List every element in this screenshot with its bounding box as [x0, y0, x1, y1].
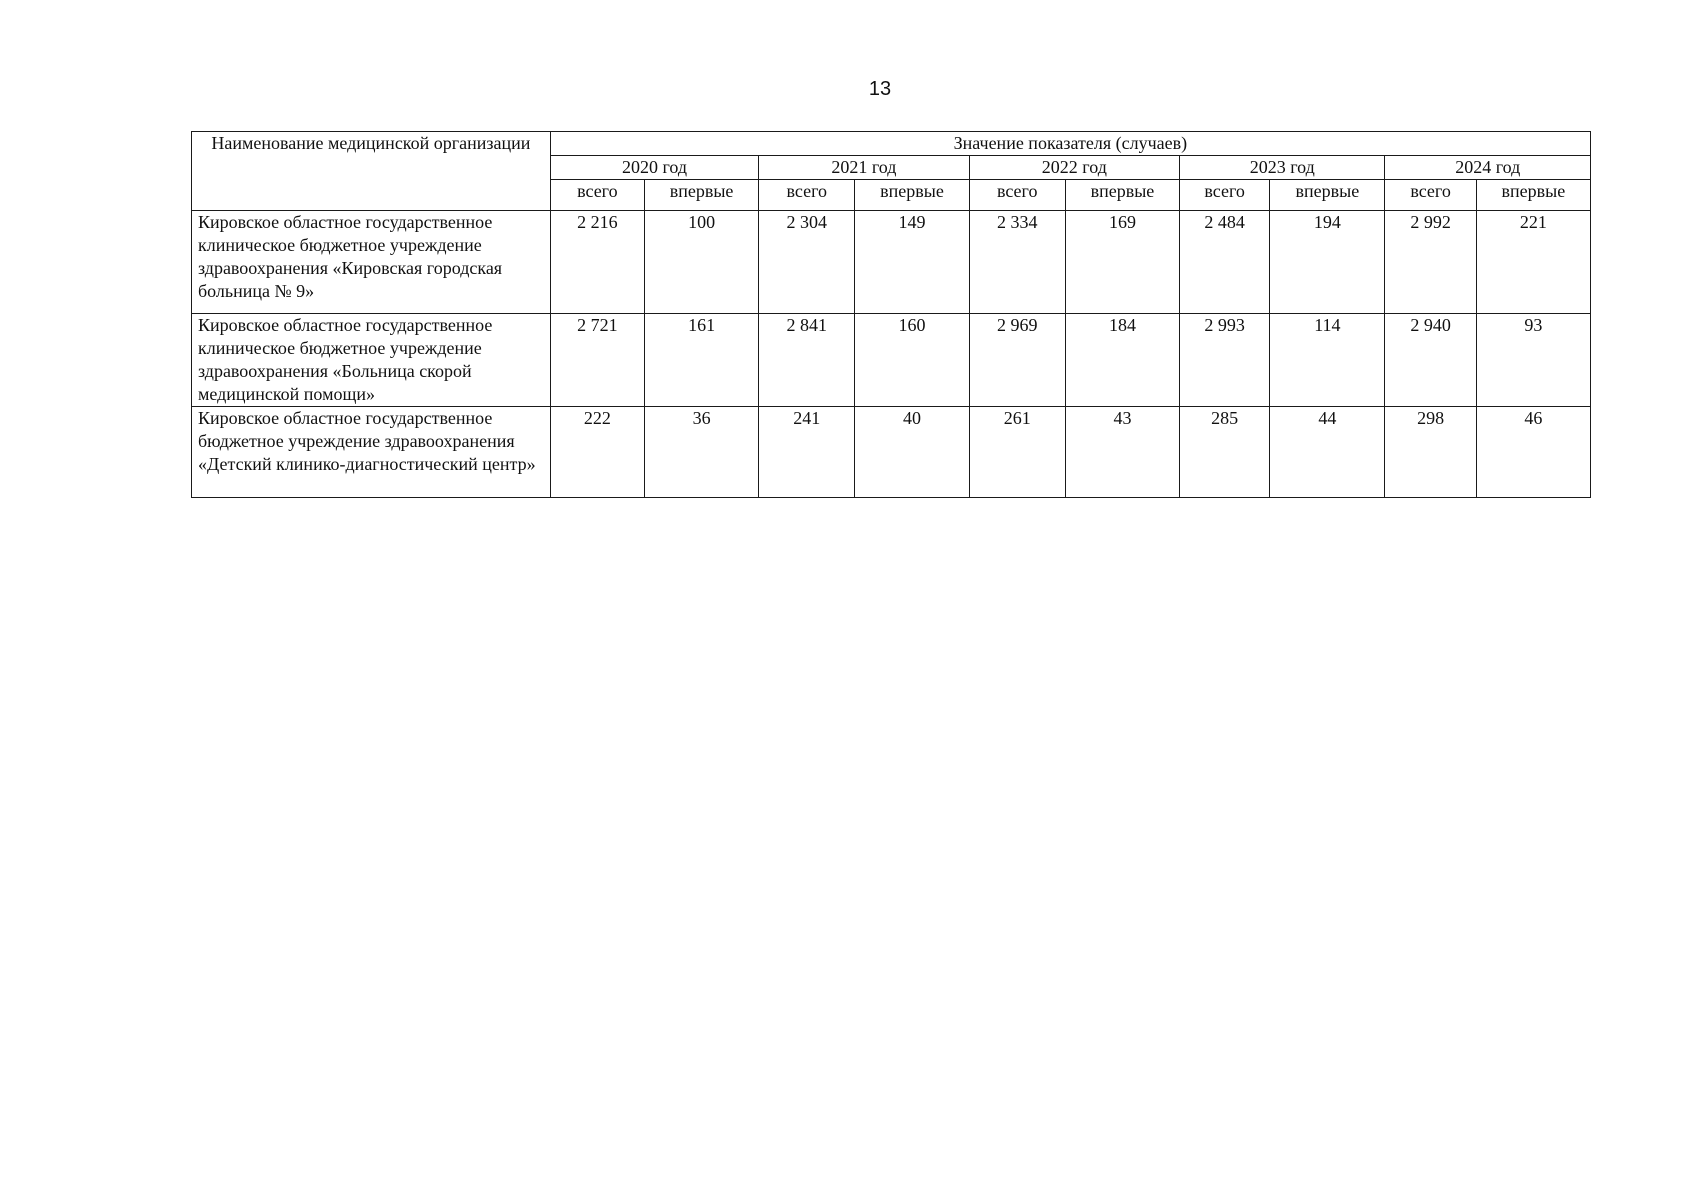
year-header-2024: 2024 год	[1385, 156, 1591, 180]
value-cell: 46	[1476, 407, 1590, 498]
subheader-total: всего	[1180, 180, 1270, 211]
year-header-2021: 2021 год	[759, 156, 969, 180]
value-cell: 114	[1270, 314, 1385, 407]
value-cell: 194	[1270, 211, 1385, 314]
indicator-table	[191, 131, 1591, 498]
value-cell: 2 216	[550, 211, 644, 314]
subheader-first-time: впервые	[644, 180, 758, 211]
value-cell: 2 304	[759, 211, 855, 314]
value-cell: 2 992	[1385, 211, 1476, 314]
value-cell: 160	[855, 314, 969, 407]
org-name-cell: Кировское областное государственное клиническое бюджетное учреждение здравоохранения «Кировская городская больница № 9»	[192, 211, 551, 314]
subheader-total: всего	[1385, 180, 1476, 211]
year-header-2023: 2023 год	[1180, 156, 1385, 180]
value-cell: 43	[1065, 407, 1179, 498]
value-cell: 44	[1270, 407, 1385, 498]
indicator-value-header: Значение показателя (случаев)	[550, 132, 1590, 156]
value-cell: 2 484	[1180, 211, 1270, 314]
value-cell: 2 334	[969, 211, 1065, 314]
table-row	[192, 211, 1591, 314]
subheader-first-time: впервые	[1270, 180, 1385, 211]
value-cell: 149	[855, 211, 969, 314]
org-name-header: Наименование медицинской организации	[192, 132, 551, 211]
value-cell: 2 940	[1385, 314, 1476, 407]
value-cell: 100	[644, 211, 758, 314]
subheader-first-time: впервые	[1065, 180, 1179, 211]
subheader-total: всего	[759, 180, 855, 211]
value-cell: 161	[644, 314, 758, 407]
value-cell: 2 993	[1180, 314, 1270, 407]
org-name-cell: Кировское областное государственное бюджетное учреждение здравоохранения «Детский клинико-диагностический центр»	[192, 407, 551, 498]
value-cell: 285	[1180, 407, 1270, 498]
value-cell: 93	[1476, 314, 1590, 407]
value-cell: 2 841	[759, 314, 855, 407]
page-number: 13	[868, 78, 892, 100]
value-cell: 241	[759, 407, 855, 498]
value-cell: 222	[550, 407, 644, 498]
value-cell: 184	[1065, 314, 1179, 407]
value-cell: 36	[644, 407, 758, 498]
subheader-first-time: впервые	[855, 180, 969, 211]
value-cell: 40	[855, 407, 969, 498]
subheader-total: всего	[550, 180, 644, 211]
subheader-total: всего	[969, 180, 1065, 211]
value-cell: 2 969	[969, 314, 1065, 407]
value-cell: 2 721	[550, 314, 644, 407]
value-cell: 298	[1385, 407, 1476, 498]
year-header-2022: 2022 год	[969, 156, 1179, 180]
org-name-cell: Кировское областное государственное клиническое бюджетное учреждение здравоохранения «Больница скорой медицинской помощи»	[192, 314, 551, 407]
value-cell: 221	[1476, 211, 1590, 314]
table-row	[192, 407, 1591, 498]
year-header-2020: 2020 год	[550, 156, 758, 180]
value-cell: 261	[969, 407, 1065, 498]
table-row	[192, 314, 1591, 407]
subheader-first-time: впервые	[1476, 180, 1590, 211]
value-cell: 169	[1065, 211, 1179, 314]
